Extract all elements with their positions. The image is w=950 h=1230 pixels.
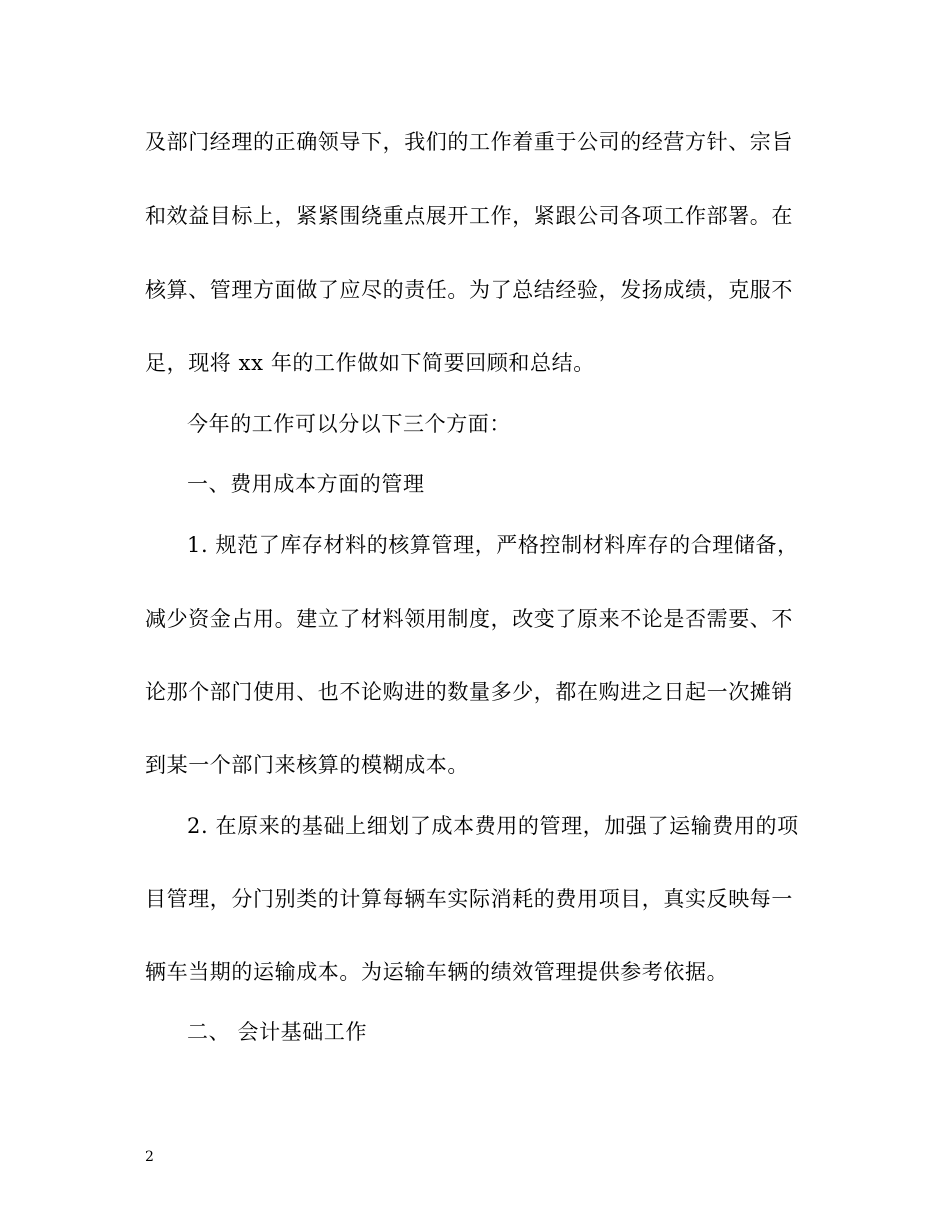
paragraph-line: 减少资金占用。建立了材料领用制度，改变了原来不论是否需要、不 [145, 607, 793, 631]
section-heading: 二、 会计基础工作 [187, 1020, 368, 1044]
paragraph-line: 核算、管理方面做了应尽的责任。为了总结经验，发扬成绩，克服不 [145, 278, 793, 302]
paragraph-line: 目管理，分门别类的计算每辆车实际消耗的费用项目，真实反映每一 [145, 887, 793, 911]
paragraph-line: 和效益目标上，紧紧围绕重点展开工作，紧跟公司各项工作部署。在 [145, 204, 793, 228]
paragraph-line: 今年的工作可以分以下三个方面： [187, 412, 511, 436]
page-number: 2 [145, 1149, 154, 1165]
paragraph-line: 论那个部门使用、也不论购进的数量多少，都在购进之日起一次摊销 [145, 680, 793, 704]
paragraph-line: 1. 规范了库存材料的核算管理，严格控制材料库存的合理储备， [187, 533, 799, 557]
paragraph-line: 到某一个部门来核算的模糊成本。 [145, 753, 469, 777]
section-heading: 一、费用成本方面的管理 [187, 472, 425, 496]
paragraph-line: 辆车当期的运输成本。为运输车辆的绩效管理提供参考依据。 [145, 960, 729, 984]
paragraph-line: 2. 在原来的基础上细划了成本费用的管理，加强了运输费用的项 [187, 814, 799, 838]
paragraph-line: 足，现将 xx 年的工作做如下简要回顾和总结。 [145, 351, 595, 375]
paragraph-line: 及部门经理的正确领导下，我们的工作着重于公司的经营方针、宗旨 [145, 130, 793, 154]
